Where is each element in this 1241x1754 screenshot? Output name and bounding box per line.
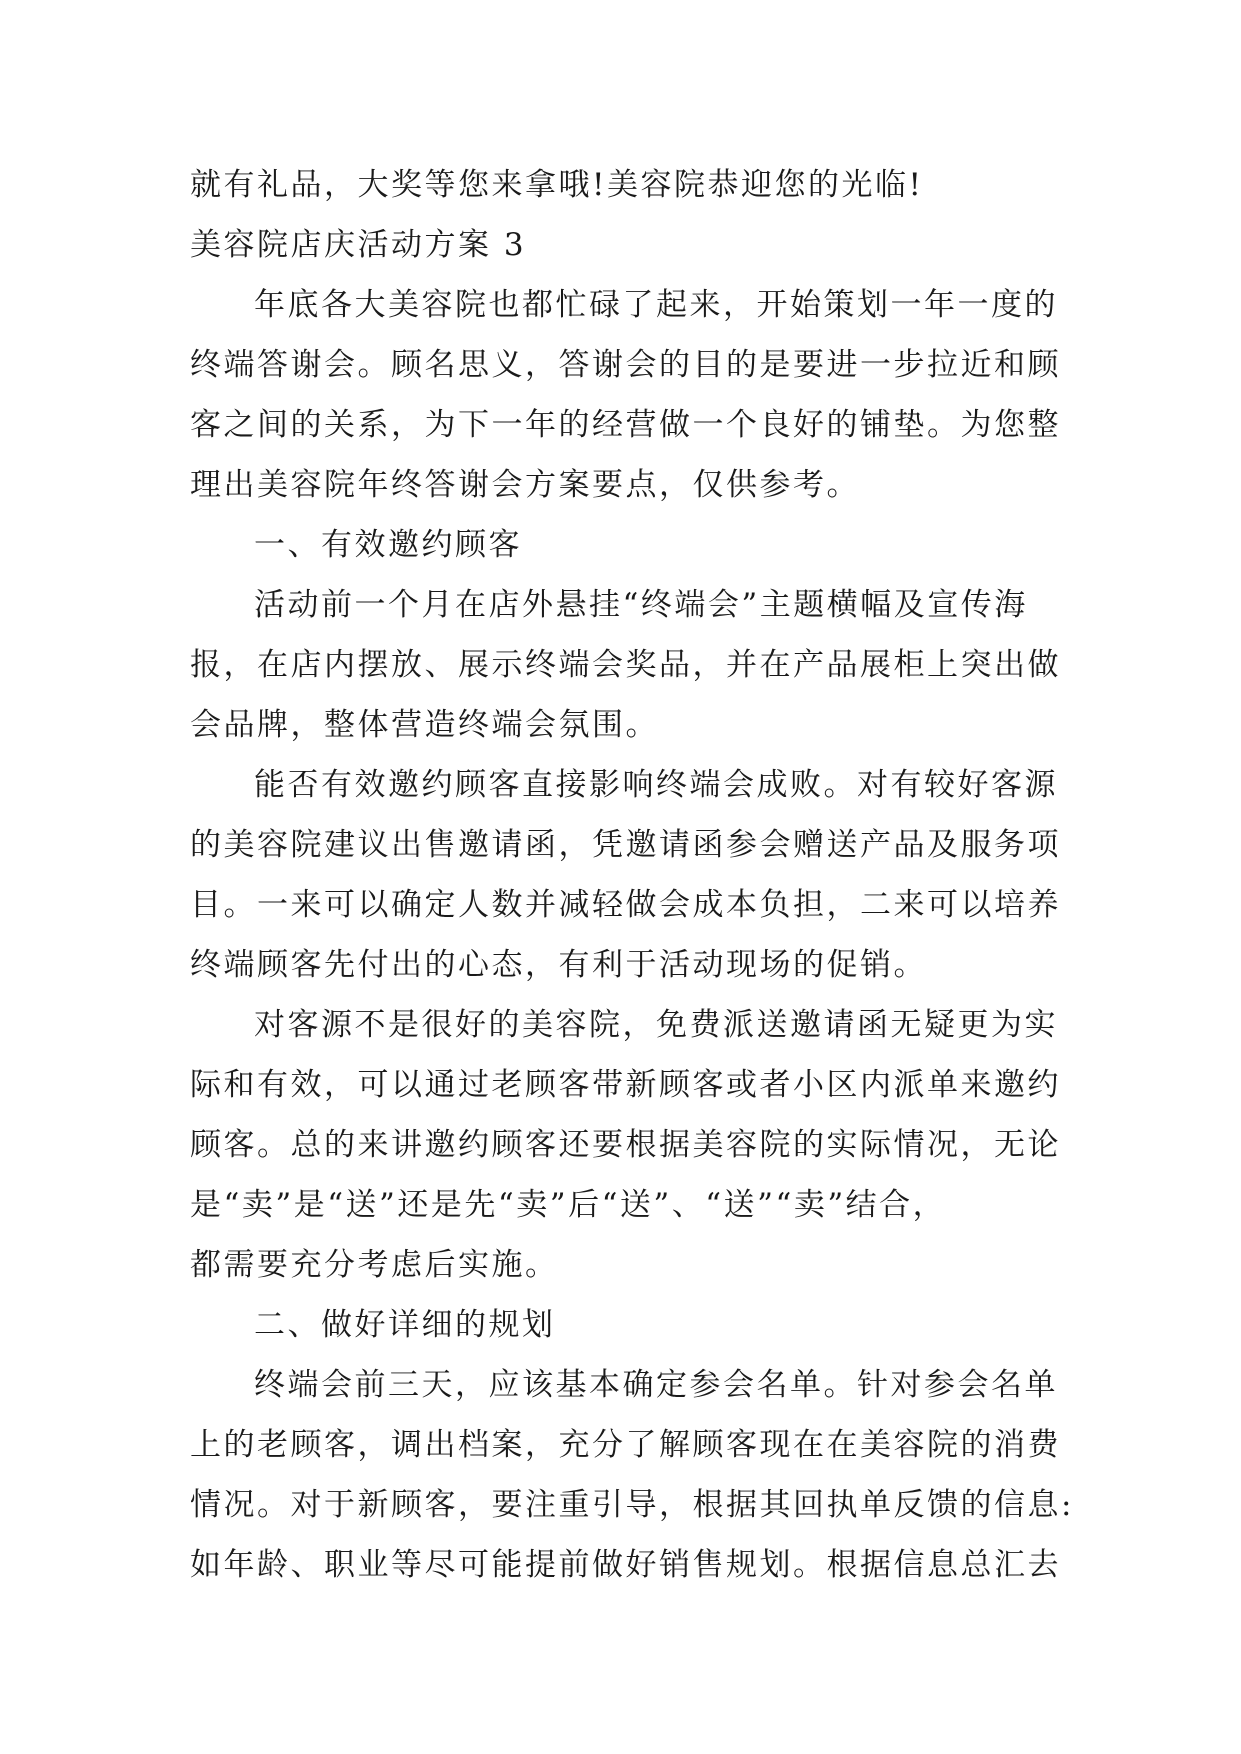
text-line: 客之间的关系，为下一年的经营做一个良好的铺垫。为您整 [190,407,1061,443]
text-line: 年底各大美容院也都忙碌了起来，开始策划一年一度的 [254,287,1058,323]
text-line: 就有礼品，大奖等您来拿哦!美容院恭迎您的光临! [190,167,924,203]
section-title: 美容院店庆活动方案 3 [190,227,527,263]
text-line: 顾客。总的来讲邀约顾客还要根据美容院的实际情况，无论 [190,1127,1061,1163]
text-line: 是“卖”是“送”还是先“卖”后“送”、“送”“卖”结合， [190,1187,947,1223]
text-line: 理出美容院年终答谢会方案要点，仅供参考。 [190,467,860,503]
text-line: 终端答谢会。顾名思义，答谢会的目的是要进一步拉近和顾 [190,347,1061,383]
text-line: 活动前一个月在店外悬挂“终端会”主题横幅及宣传海 [254,587,1028,623]
text-line: 都需要充分考虑后实施。 [190,1247,559,1283]
text-line: 上的老顾客，调出档案，充分了解顾客现在在美容院的消费 [190,1427,1061,1463]
subheading: 二、做好详细的规划 [254,1307,556,1343]
text-line: 终端会前三天，应该基本确定参会名单。针对参会名单 [254,1367,1058,1403]
text-line: 如年龄、职业等尽可能提前做好销售规划。根据信息总汇去 [190,1547,1061,1583]
text-line: 会品牌，整体营造终端会氛围。 [190,707,659,743]
text-line: 终端顾客先付出的心态，有利于活动现场的促销。 [190,947,927,983]
text-line: 际和有效，可以通过老顾客带新顾客或者小区内派单来邀约 [190,1067,1061,1103]
text-line: 报，在店内摆放、展示终端会奖品，并在产品展柜上突出做 [190,647,1061,683]
text-line: 对客源不是很好的美容院，免费派送邀请函无疑更为实 [254,1007,1058,1043]
text-line: 目。一来可以确定人数并减轻做会成本负担，二来可以培养 [190,887,1061,923]
text-line: 的美容院建议出售邀请函，凭邀请函参会赠送产品及服务项 [190,827,1061,863]
text-line: 能否有效邀约顾客直接影响终端会成败。对有较好客源 [254,767,1058,803]
subheading: 一、有效邀约顾客 [254,527,522,563]
text-line: 情况。对于新顾客，要注重引导，根据其回执单反馈的信息: [190,1487,1074,1523]
